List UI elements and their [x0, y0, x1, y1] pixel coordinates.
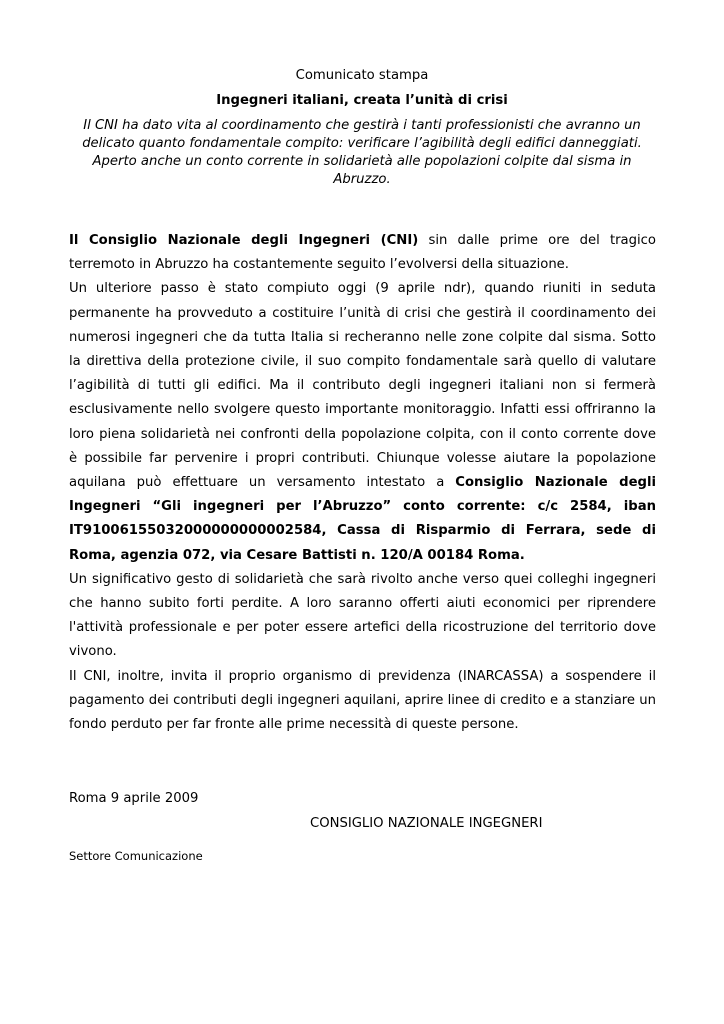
paragraph-inarcassa: Il CNI, inoltre, invita il proprio organismo di previdenza (INARCASSA) a sospendere il pagamento dei contributi degli ingegneri aquilani, aprire linee di credito e a stanziare un fondo perduto per far fronte alle prime necessità di queste persone. — [69, 668, 656, 733]
bank-account-details: Consiglio Nazionale degli Ingegneri “Gli ingegneri per l’Abruzzo” conto corrente: c/c 2584, iban IT91006155032000000000002584, Cassa di Risparmio di Ferrara, sede di Roma, agenzia 072, via Cesare Battisti n. 120/A 00184 Roma. — [69, 475, 656, 563]
paragraph-crisis-unit-text: Un ulteriore passo è stato compiuto oggi (9 aprile ndr), quando riuniti in seduta permanente ha provveduto a costituire l’unità di crisi che gestirà il coordinamento dei numerosi ingegneri che da tutta Italia si recheranno nelle zone colpite dal sisma. Sotto la direttiva della protezione civile, il suo compito fondamentale sarà quello di valutare l’agibilità di tutti gli edifici. Ma il contributo degli ingegneri italiani non si fermerà esclusivamente nello svolgere questo importante monitoraggio. Infatti essi offriranno la loro piena solidarietà nei confronti della popolazione colpita, con il conto corrente dove è possibile far pervenire i propri contributi. Chiunque volesse aiutare la popolazione aquilana può effettuare un versamento intestato a — [69, 281, 656, 491]
organization-signature: CONSIGLIO NAZIONALE INGEGNERI — [310, 816, 543, 831]
paragraph-intro-text: sin dalle prime ore del tragico terremoto in Abruzzo ha costantemente seguito l’evolversi della situazione. — [69, 233, 656, 273]
document-type-label: Comunicato stampa — [295, 68, 429, 83]
paragraph-solidarity: Un significativo gesto di solidarietà che sarà rivolto anche verso quei colleghi ingegneri che hanno subito forti perdite. A loro saranno offerti aiuti economici per riprendere l'attività professionale e per poter essere artefici della ricostruzione del territorio dove vivono. — [69, 571, 656, 660]
article-body — [69, 229, 656, 737]
cni-name: Il Consiglio Nazionale degli Ingegneri (CNI) — [69, 233, 419, 248]
paragraph-intro — [69, 229, 656, 277]
sector-label: Settore Comunicazione — [69, 849, 203, 863]
place-date: Roma 9 aprile 2009 — [69, 791, 199, 806]
headline: Ingegneri italiani, creata l’unità di crisi — [216, 93, 508, 108]
subheadline: Il CNI ha dato vita al coordinamento che gestirà i tanti professionisti che avranno un delicato quanto fondamentale compito: verificare l’agibilità degli edifici danneggiati. Aperto anche un conto corrente in solidarietà alle popolazioni colpite dal sisma in Abruzzo. — [82, 118, 642, 187]
paragraph-crisis-unit — [69, 277, 656, 567]
